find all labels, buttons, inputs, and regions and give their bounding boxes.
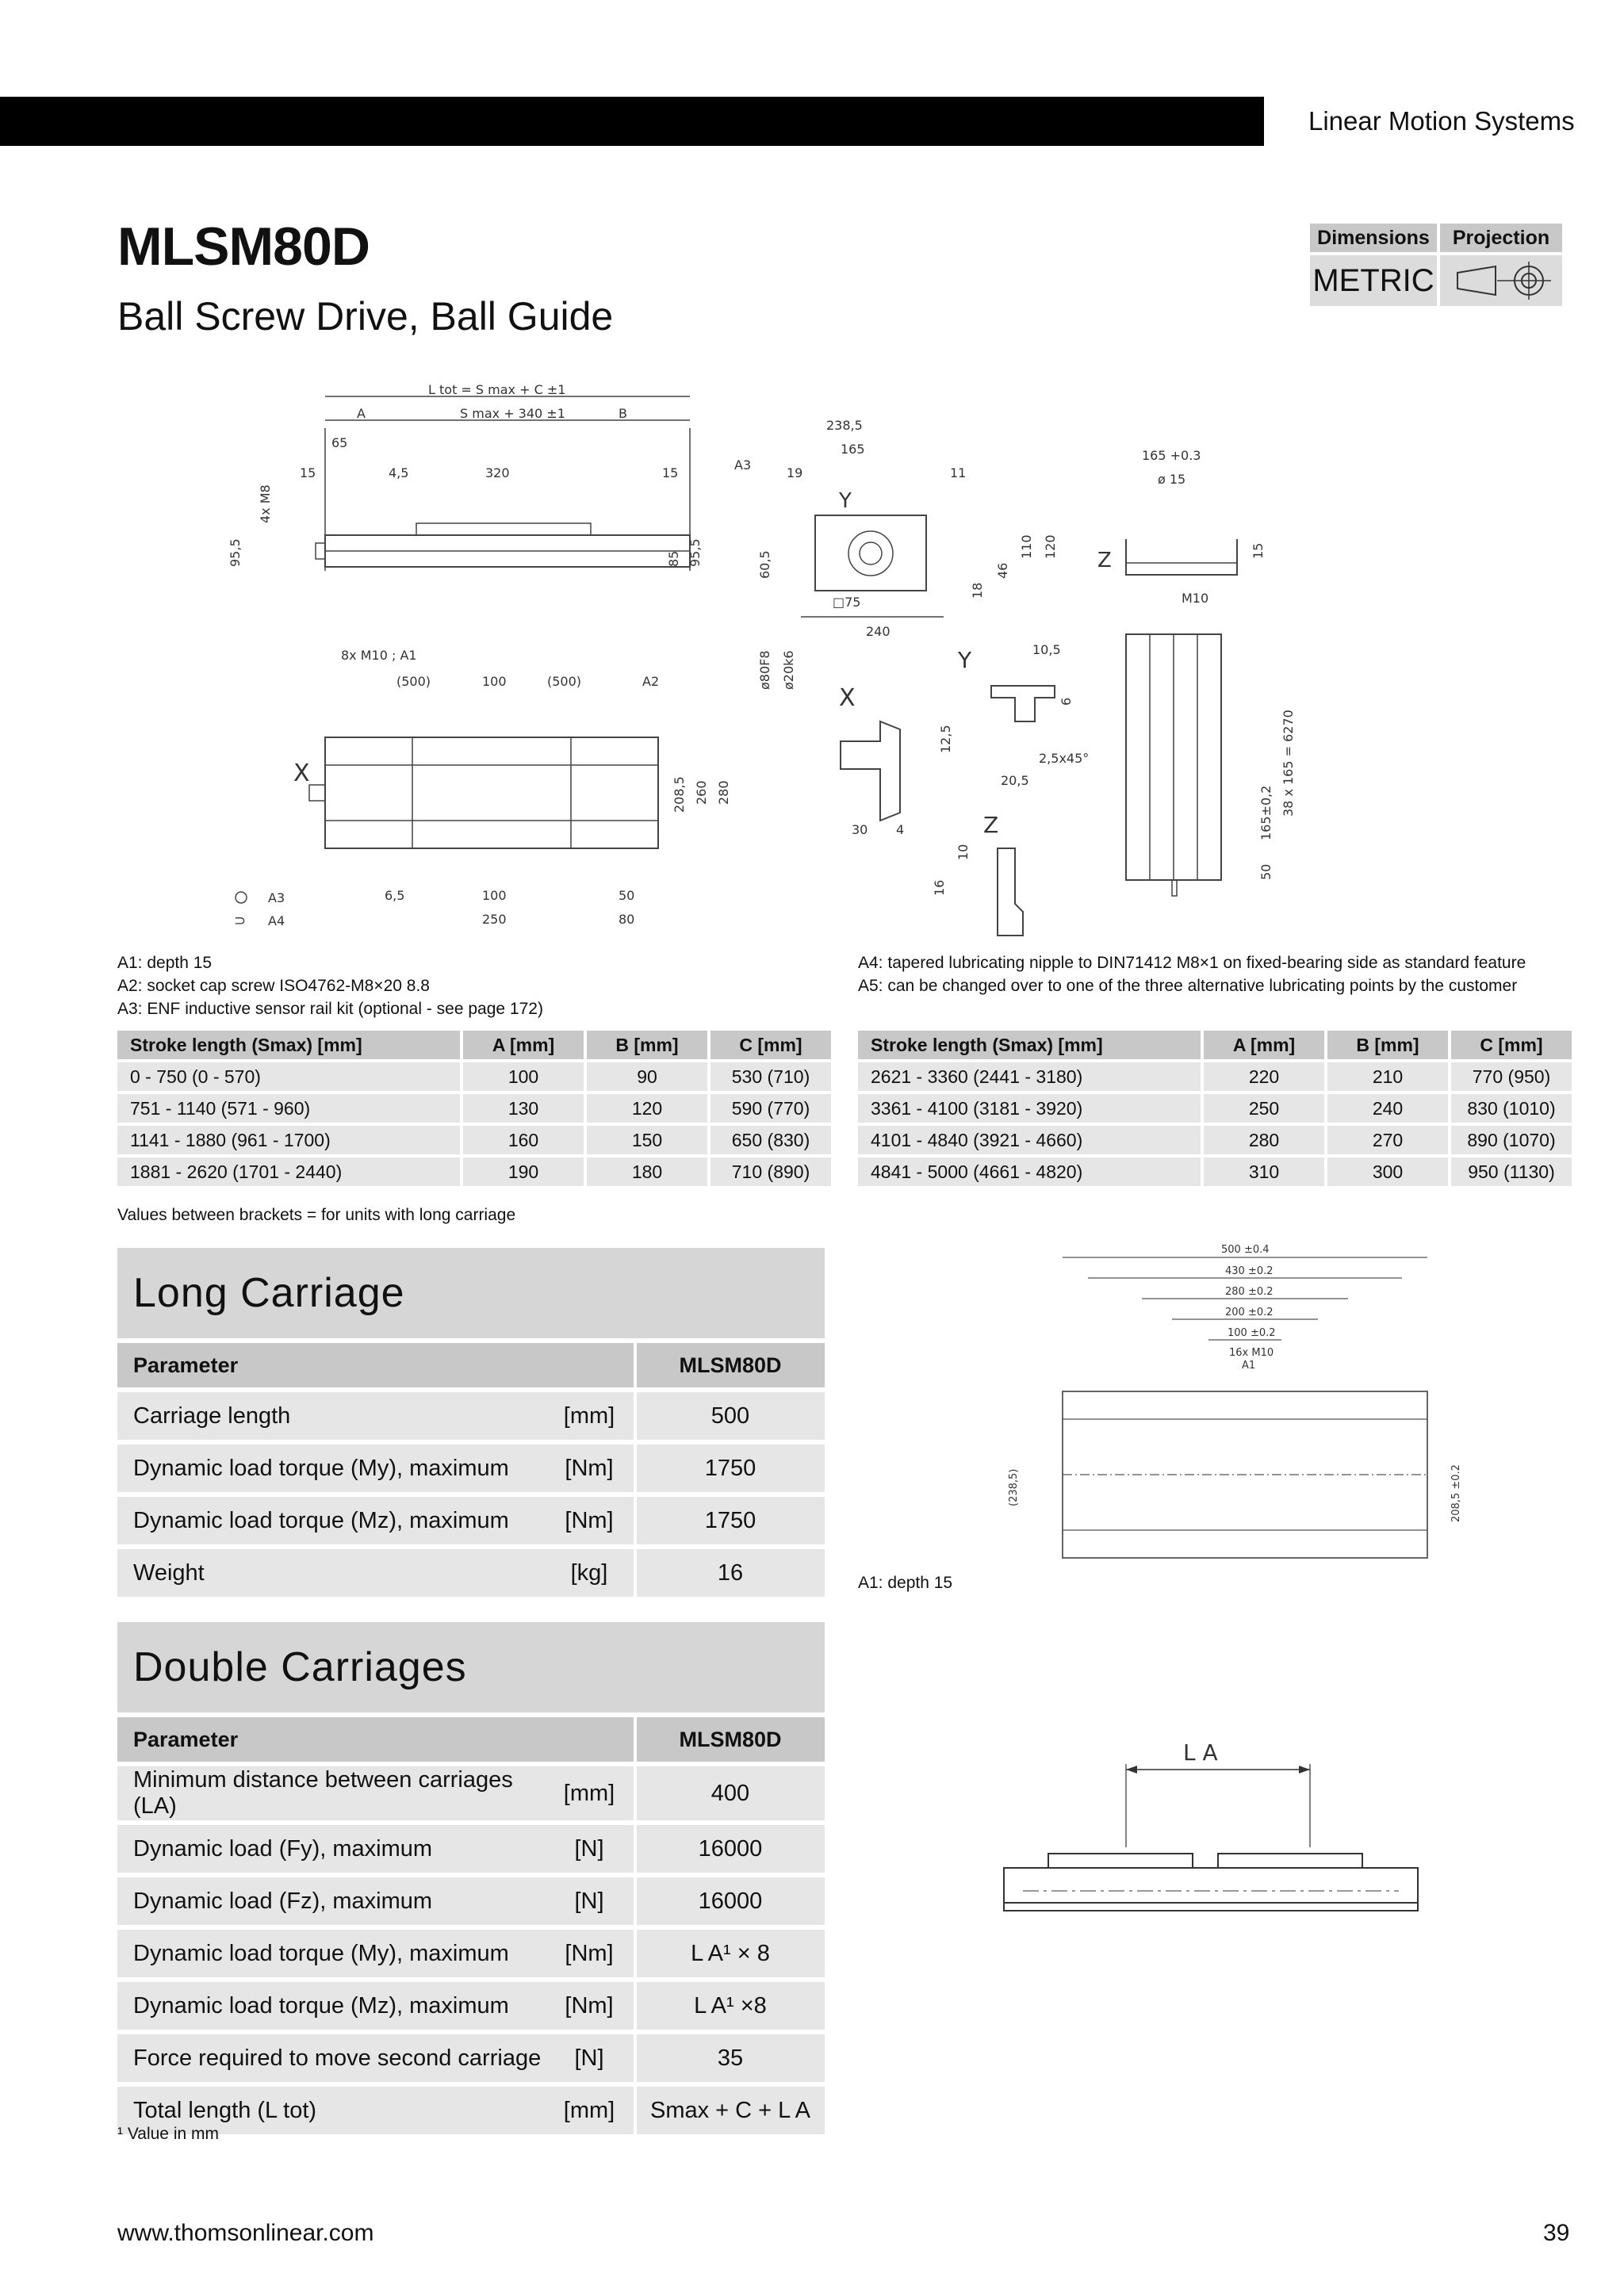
rail-long-view [1126, 634, 1296, 896]
svg-text:110: 110 [1019, 534, 1034, 559]
table-row: 4841 - 5000 (4661 - 4820) 310 300 950 (1130) [858, 1158, 1572, 1186]
page-number: 39 [1543, 2220, 1570, 2246]
svg-text:6: 6 [1059, 697, 1074, 706]
table-row: Dynamic load (Fy), maximum [N] 16000 [117, 1825, 825, 1873]
svg-text:(500): (500) [547, 674, 582, 689]
metric-label: METRIC [1310, 255, 1437, 306]
profile-view-z [1097, 448, 1266, 606]
svg-text:260: 260 [694, 780, 709, 805]
svg-text:Y: Y [839, 489, 852, 513]
svg-text:238,5: 238,5 [826, 418, 863, 433]
long-carriage-panel [117, 1248, 825, 1601]
param-header: Parameter [117, 1717, 634, 1762]
svg-text:A4: A4 [268, 913, 285, 928]
detail-x [757, 650, 904, 837]
svg-text:M10: M10 [1182, 591, 1209, 606]
section-label: Linear Motion Systems [1308, 106, 1575, 136]
notes-right [858, 951, 1526, 997]
svg-text:30: 30 [852, 822, 868, 837]
col-a: A [mm] [1204, 1031, 1324, 1059]
table-row: Dynamic load torque (My), maximum [Nm] 1750 [117, 1445, 825, 1492]
table-row: Total length (L tot) [mm] Smax + C + L A [117, 2087, 825, 2134]
svg-text:200 ±0.2: 200 ±0.2 [1225, 1307, 1274, 1318]
svg-text:18: 18 [970, 582, 985, 599]
header-bar [0, 97, 1264, 146]
svg-text:120: 120 [1043, 534, 1058, 559]
svg-text:16: 16 [932, 879, 947, 896]
stroke-note: Values between brackets = for units with long carriage [117, 1206, 516, 1224]
svg-text:240: 240 [866, 624, 891, 639]
long-carriage-note: A1: depth 15 [858, 1574, 953, 1592]
svg-text:A3: A3 [734, 457, 752, 473]
long-carriage-table [117, 1338, 825, 1601]
table-row: Weight [kg] 16 [117, 1549, 825, 1597]
param-header: Parameter [117, 1343, 634, 1387]
stroke-table-right [855, 1027, 1575, 1189]
svg-text:280: 280 [716, 780, 731, 805]
svg-text:10,5: 10,5 [1032, 642, 1061, 657]
svg-text:10: 10 [956, 844, 971, 860]
table-row: 1141 - 1880 (961 - 1700) 160 150 650 (830) [117, 1126, 831, 1154]
page-title: MLSM80D [117, 216, 370, 277]
svg-text:Y: Y [958, 647, 972, 673]
col-a: A [mm] [463, 1031, 584, 1059]
svg-text:2,5x45°: 2,5x45° [1039, 751, 1090, 766]
footer-url[interactable]: www.thomsonlinear.com [117, 2220, 374, 2246]
col-b: B [mm] [587, 1031, 707, 1059]
note-a3: A3: ENF inductive sensor rail kit (optional - see page 172) [117, 1000, 543, 1018]
svg-text:4,5: 4,5 [389, 465, 409, 480]
svg-text:15: 15 [300, 465, 316, 480]
svg-text:4: 4 [896, 822, 905, 837]
svg-text:208,5: 208,5 [672, 776, 687, 813]
svg-text:11: 11 [950, 465, 967, 480]
svg-text:80: 80 [619, 912, 635, 927]
table-row: Carriage length [mm] 500 [117, 1392, 825, 1440]
svg-text:A: A [357, 406, 366, 421]
svg-text:208,5 ±0.2: 208,5 ±0.2 [1450, 1464, 1462, 1522]
table-row: Force required to move second carriage [N] 35 [117, 2034, 825, 2082]
svg-text:280 ±0.2: 280 ±0.2 [1225, 1286, 1274, 1298]
double-carriages-panel [117, 1622, 825, 2139]
col-c: C [mm] [1451, 1031, 1572, 1059]
svg-text:16x M10: 16x M10 [1229, 1347, 1274, 1359]
table-row: 751 - 1140 (571 - 960) 130 120 590 (770) [117, 1094, 831, 1123]
table-row: 1881 - 2620 (1701 - 2440) 190 180 710 (890) [117, 1158, 831, 1186]
svg-text:46: 46 [995, 562, 1010, 579]
svg-text:85: 85 [666, 550, 681, 567]
svg-text:(238,5): (238,5) [1008, 1468, 1020, 1506]
long-carriage-drawing [999, 1237, 1491, 1570]
svg-text:65: 65 [331, 435, 348, 450]
col-stroke: Stroke length (Smax) [mm] [858, 1031, 1201, 1059]
front-section-view [734, 418, 1058, 639]
main-technical-drawing [230, 381, 1578, 936]
col-stroke: Stroke length (Smax) [mm] [117, 1031, 460, 1059]
svg-text:165±0,2: 165±0,2 [1258, 785, 1274, 840]
svg-text:250: 250 [482, 912, 507, 927]
page-subtitle: Ball Screw Drive, Ball Guide [117, 294, 614, 339]
svg-text:100: 100 [482, 674, 507, 689]
table-row: Dynamic load torque (My), maximum [Nm] L A¹ × 8 [117, 1930, 825, 1977]
table-row: Dynamic load (Fz), maximum [N] 16000 [117, 1877, 825, 1925]
notes-left [117, 951, 543, 1020]
svg-text:165 +0.3: 165 +0.3 [1142, 448, 1201, 463]
model-header: MLSM80D [634, 1343, 825, 1387]
svg-text:A1: A1 [1242, 1360, 1256, 1372]
svg-text:4x M8: 4x M8 [258, 484, 273, 523]
svg-text:500 ±0.4: 500 ±0.4 [1221, 1244, 1270, 1256]
svg-text:□75: □75 [833, 595, 861, 610]
svg-text:60,5: 60,5 [757, 550, 772, 579]
first-angle-projection-icon [1440, 255, 1562, 306]
double-carriage-drawing [991, 1728, 1435, 1919]
svg-text:X: X [293, 760, 310, 787]
note-a1: A1: depth 15 [117, 954, 213, 972]
double-carriages-title: Double Carriages [117, 1622, 825, 1712]
svg-text:15: 15 [662, 465, 679, 480]
svg-text:S max + 340 ±1: S max + 340 ±1 [460, 406, 565, 421]
svg-text:430 ±0.2: 430 ±0.2 [1225, 1265, 1274, 1277]
side-view [228, 382, 703, 571]
svg-text:Z: Z [983, 812, 999, 838]
svg-text:⊃: ⊃ [234, 913, 247, 929]
svg-text:(500): (500) [396, 674, 431, 689]
svg-text:ø20k6: ø20k6 [781, 650, 796, 690]
svg-text:12,5: 12,5 [938, 725, 953, 753]
detail-z [932, 812, 1023, 936]
table-row: 3361 - 4100 (3181 - 3920) 250 240 830 (1010) [858, 1094, 1572, 1123]
svg-text:A2: A2 [642, 674, 660, 689]
svg-text:20,5: 20,5 [1001, 773, 1029, 788]
top-view [234, 648, 731, 929]
svg-text:X: X [839, 684, 856, 712]
svg-text:Z: Z [1097, 549, 1112, 572]
svg-text:320: 320 [485, 465, 510, 480]
detail-y [938, 642, 1089, 788]
note-a4: A4: tapered lubricating nipple to DIN71412 M8×1 on fixed-bearing side as standard feature [858, 954, 1526, 972]
svg-text:50: 50 [619, 888, 635, 903]
note-a2: A2: socket cap screw ISO4762-M8×20 8.8 [117, 977, 430, 995]
svg-text:6,5: 6,5 [385, 888, 405, 903]
svg-text:100 ±0.2: 100 ±0.2 [1228, 1327, 1276, 1339]
svg-text:15: 15 [1251, 542, 1266, 559]
table-row: Dynamic load torque (Mz), maximum [Nm] 1750 [117, 1497, 825, 1544]
svg-text:100: 100 [482, 888, 507, 903]
svg-text:95,5: 95,5 [688, 538, 703, 567]
double-carriages-table [117, 1712, 825, 2139]
model-header: MLSM80D [634, 1717, 825, 1762]
long-carriage-title: Long Carriage [117, 1248, 825, 1338]
note-a5: A5: can be changed over to one of the three alternative lubricating points by the customer [858, 977, 1518, 995]
svg-text:ø 15: ø 15 [1158, 472, 1186, 487]
dimension-projection-box [1310, 224, 1562, 306]
table-row: 2621 - 3360 (2441 - 3180) 220 210 770 (950) [858, 1062, 1572, 1091]
svg-text:ø80F8: ø80F8 [757, 650, 772, 690]
svg-text:L tot = S max + C ±1: L tot = S max + C ±1 [428, 382, 566, 397]
table-row: 0 - 750 (0 - 570) 100 90 530 (710) [117, 1062, 831, 1091]
svg-text:38 x 165 = 6270: 38 x 165 = 6270 [1281, 710, 1296, 817]
svg-text:19: 19 [787, 465, 803, 480]
col-b: B [mm] [1327, 1031, 1448, 1059]
projection-label: Projection [1440, 224, 1562, 252]
table-row: Dynamic load torque (Mz), maximum [Nm] L A¹ ×8 [117, 1982, 825, 2030]
col-c: C [mm] [710, 1031, 831, 1059]
table-row: Minimum distance between carriages (LA) [mm] 400 [117, 1766, 825, 1820]
svg-text:8x M10 ; A1: 8x M10 ; A1 [341, 648, 417, 663]
svg-text:B: B [619, 406, 627, 421]
double-footnote: ¹ Value in mm [117, 2125, 219, 2143]
svg-text:L A: L A [1183, 1739, 1218, 1766]
table-row: 4101 - 4840 (3921 - 4660) 280 270 890 (1070) [858, 1126, 1572, 1154]
svg-text:95,5: 95,5 [228, 538, 243, 567]
dimensions-label: Dimensions [1310, 224, 1437, 252]
svg-text:165: 165 [841, 442, 865, 457]
stroke-table-left [114, 1027, 834, 1189]
svg-text:50: 50 [1258, 863, 1274, 880]
svg-text:A3: A3 [268, 890, 285, 905]
projection-symbol [1440, 255, 1562, 306]
